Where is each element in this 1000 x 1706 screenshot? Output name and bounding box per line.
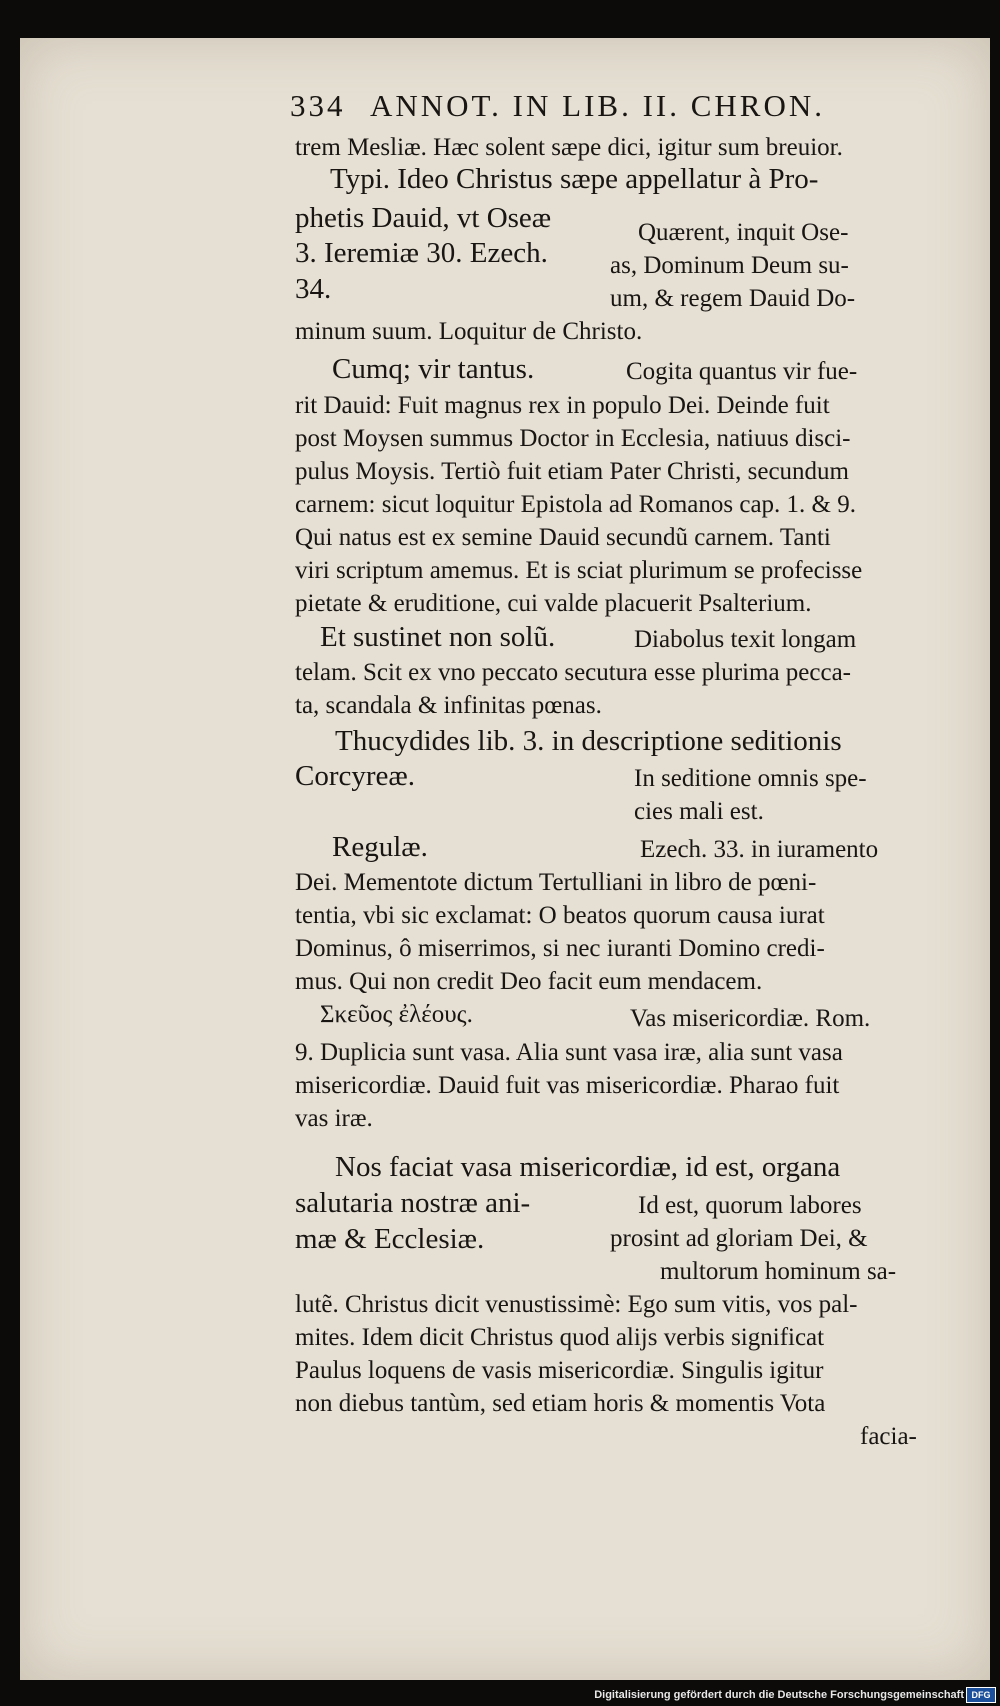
section-heading: Corcyreæ. [295, 760, 415, 792]
text-line: misericordiæ. Dauid fuit vas misericordiæ. Pharao fuit [295, 1072, 840, 1099]
book-page [20, 38, 990, 1680]
text-line: minum suum. Loquitur de Christo. [295, 318, 643, 345]
page-number: 334 [290, 88, 346, 123]
catchword: facia- [860, 1423, 917, 1450]
text-line: trem Mesliæ. Hæc solent sæpe dici, igitur sum breuior. [295, 134, 843, 161]
text-line: ta, scandala & infinitas pœnas. [295, 692, 602, 719]
text-line: Ezech. 33. in iuramento [640, 836, 879, 863]
section-heading: Typi. Ideo Christus sæpe appellatur à Pro- [330, 163, 819, 195]
text-line: Diabolus texit longam [634, 626, 857, 653]
text-line: multorum hominum sa- [660, 1258, 897, 1285]
running-title: ANNOT. IN LIB. II. CHRON. [370, 88, 825, 123]
text-line: as, Dominum Deum su- [610, 252, 849, 279]
section-heading: 3. Ieremiæ 30. Ezech. [295, 237, 548, 269]
section-heading: Regulæ. [332, 831, 428, 863]
text-line: 9. Duplicia sunt vasa. Alia sunt vasa iræ, alia sunt vasa [295, 1039, 843, 1066]
text-line: Dei. Mementote dictum Tertulliani in libro de pœni- [295, 869, 817, 896]
section-heading: salutaria nostræ ani- [295, 1187, 531, 1219]
section-heading: mæ & Ecclesiæ. [295, 1223, 485, 1255]
text-line: tentia, vbi sic exclamat: O beatos quorum causa iurat [295, 902, 825, 929]
text-line: Id est, quorum labores [638, 1192, 862, 1219]
greek-heading: Σκεῦος ἐλέους. [320, 1001, 473, 1028]
text-line: Paulus loquens de vasis misericordiæ. Singulis igitur [295, 1357, 824, 1384]
section-heading: Cumq; vir tantus. [332, 353, 535, 385]
text-line: post Moysen summus Doctor in Ecclesia, natiuus disci- [295, 425, 851, 452]
section-heading: Et sustinet non solũ. [320, 621, 556, 653]
funding-credit: Digitalisierung gefördert durch die Deutsche Forschungsgemeinschaft [594, 1689, 964, 1701]
text-line: Qui natus est ex semine Dauid secundũ carnem. Tanti [295, 524, 831, 551]
text-line: Dominus, ô miserrimos, si nec iuranti Domino credi- [295, 935, 825, 962]
section-heading: Thucydides lib. 3. in descriptione seditionis [335, 725, 842, 757]
text-line: mus. Qui non credit Deo facit eum mendacem. [295, 968, 763, 995]
text-line: Cogita quantus vir fue- [626, 358, 858, 385]
text-line: rit Dauid: Fuit magnus rex in populo Dei. Deinde fuit [295, 392, 830, 419]
dfg-logo-icon: DFG [966, 1687, 996, 1703]
text-line: carnem: sicut loquitur Epistola ad Romanos cap. 1. & 9. [295, 491, 856, 518]
text-line: cies mali est. [634, 798, 764, 825]
text-line: mites. Idem dicit Christus quod alijs verbis significat [295, 1324, 825, 1351]
section-heading: Nos faciat vasa misericordiæ, id est, organa [335, 1151, 841, 1183]
text-line: vas iræ. [295, 1105, 373, 1132]
text-line: non diebus tantùm, sed etiam horis & momentis Vota [295, 1390, 826, 1417]
text-line: viri scriptum amemus. Et is sciat plurimum se profecisse [295, 557, 863, 584]
text-line: telam. Scit ex vno peccato secutura esse plurima pecca- [295, 659, 852, 686]
text-line: Quærent, inquit Ose- [638, 219, 849, 246]
section-heading: phetis Dauid, vt Oseæ [295, 202, 552, 234]
text-line: pulus Moysis. Tertiò fuit etiam Pater Christi, secundum [295, 458, 849, 485]
text-line: In seditione omnis spe- [634, 765, 867, 792]
section-heading: 34. [295, 273, 332, 305]
text-line: pietate & eruditione, cui valde placuerit Psalterium. [295, 590, 812, 617]
text-line: prosint ad gloriam Dei, & [610, 1225, 868, 1252]
text-line: Vas misericordiæ. Rom. [630, 1005, 871, 1032]
text-line: lutẽ. Christus dicit venustissimè: Ego sum vitis, vos pal- [295, 1291, 858, 1318]
text-line: um, & regem Dauid Do- [610, 285, 856, 312]
